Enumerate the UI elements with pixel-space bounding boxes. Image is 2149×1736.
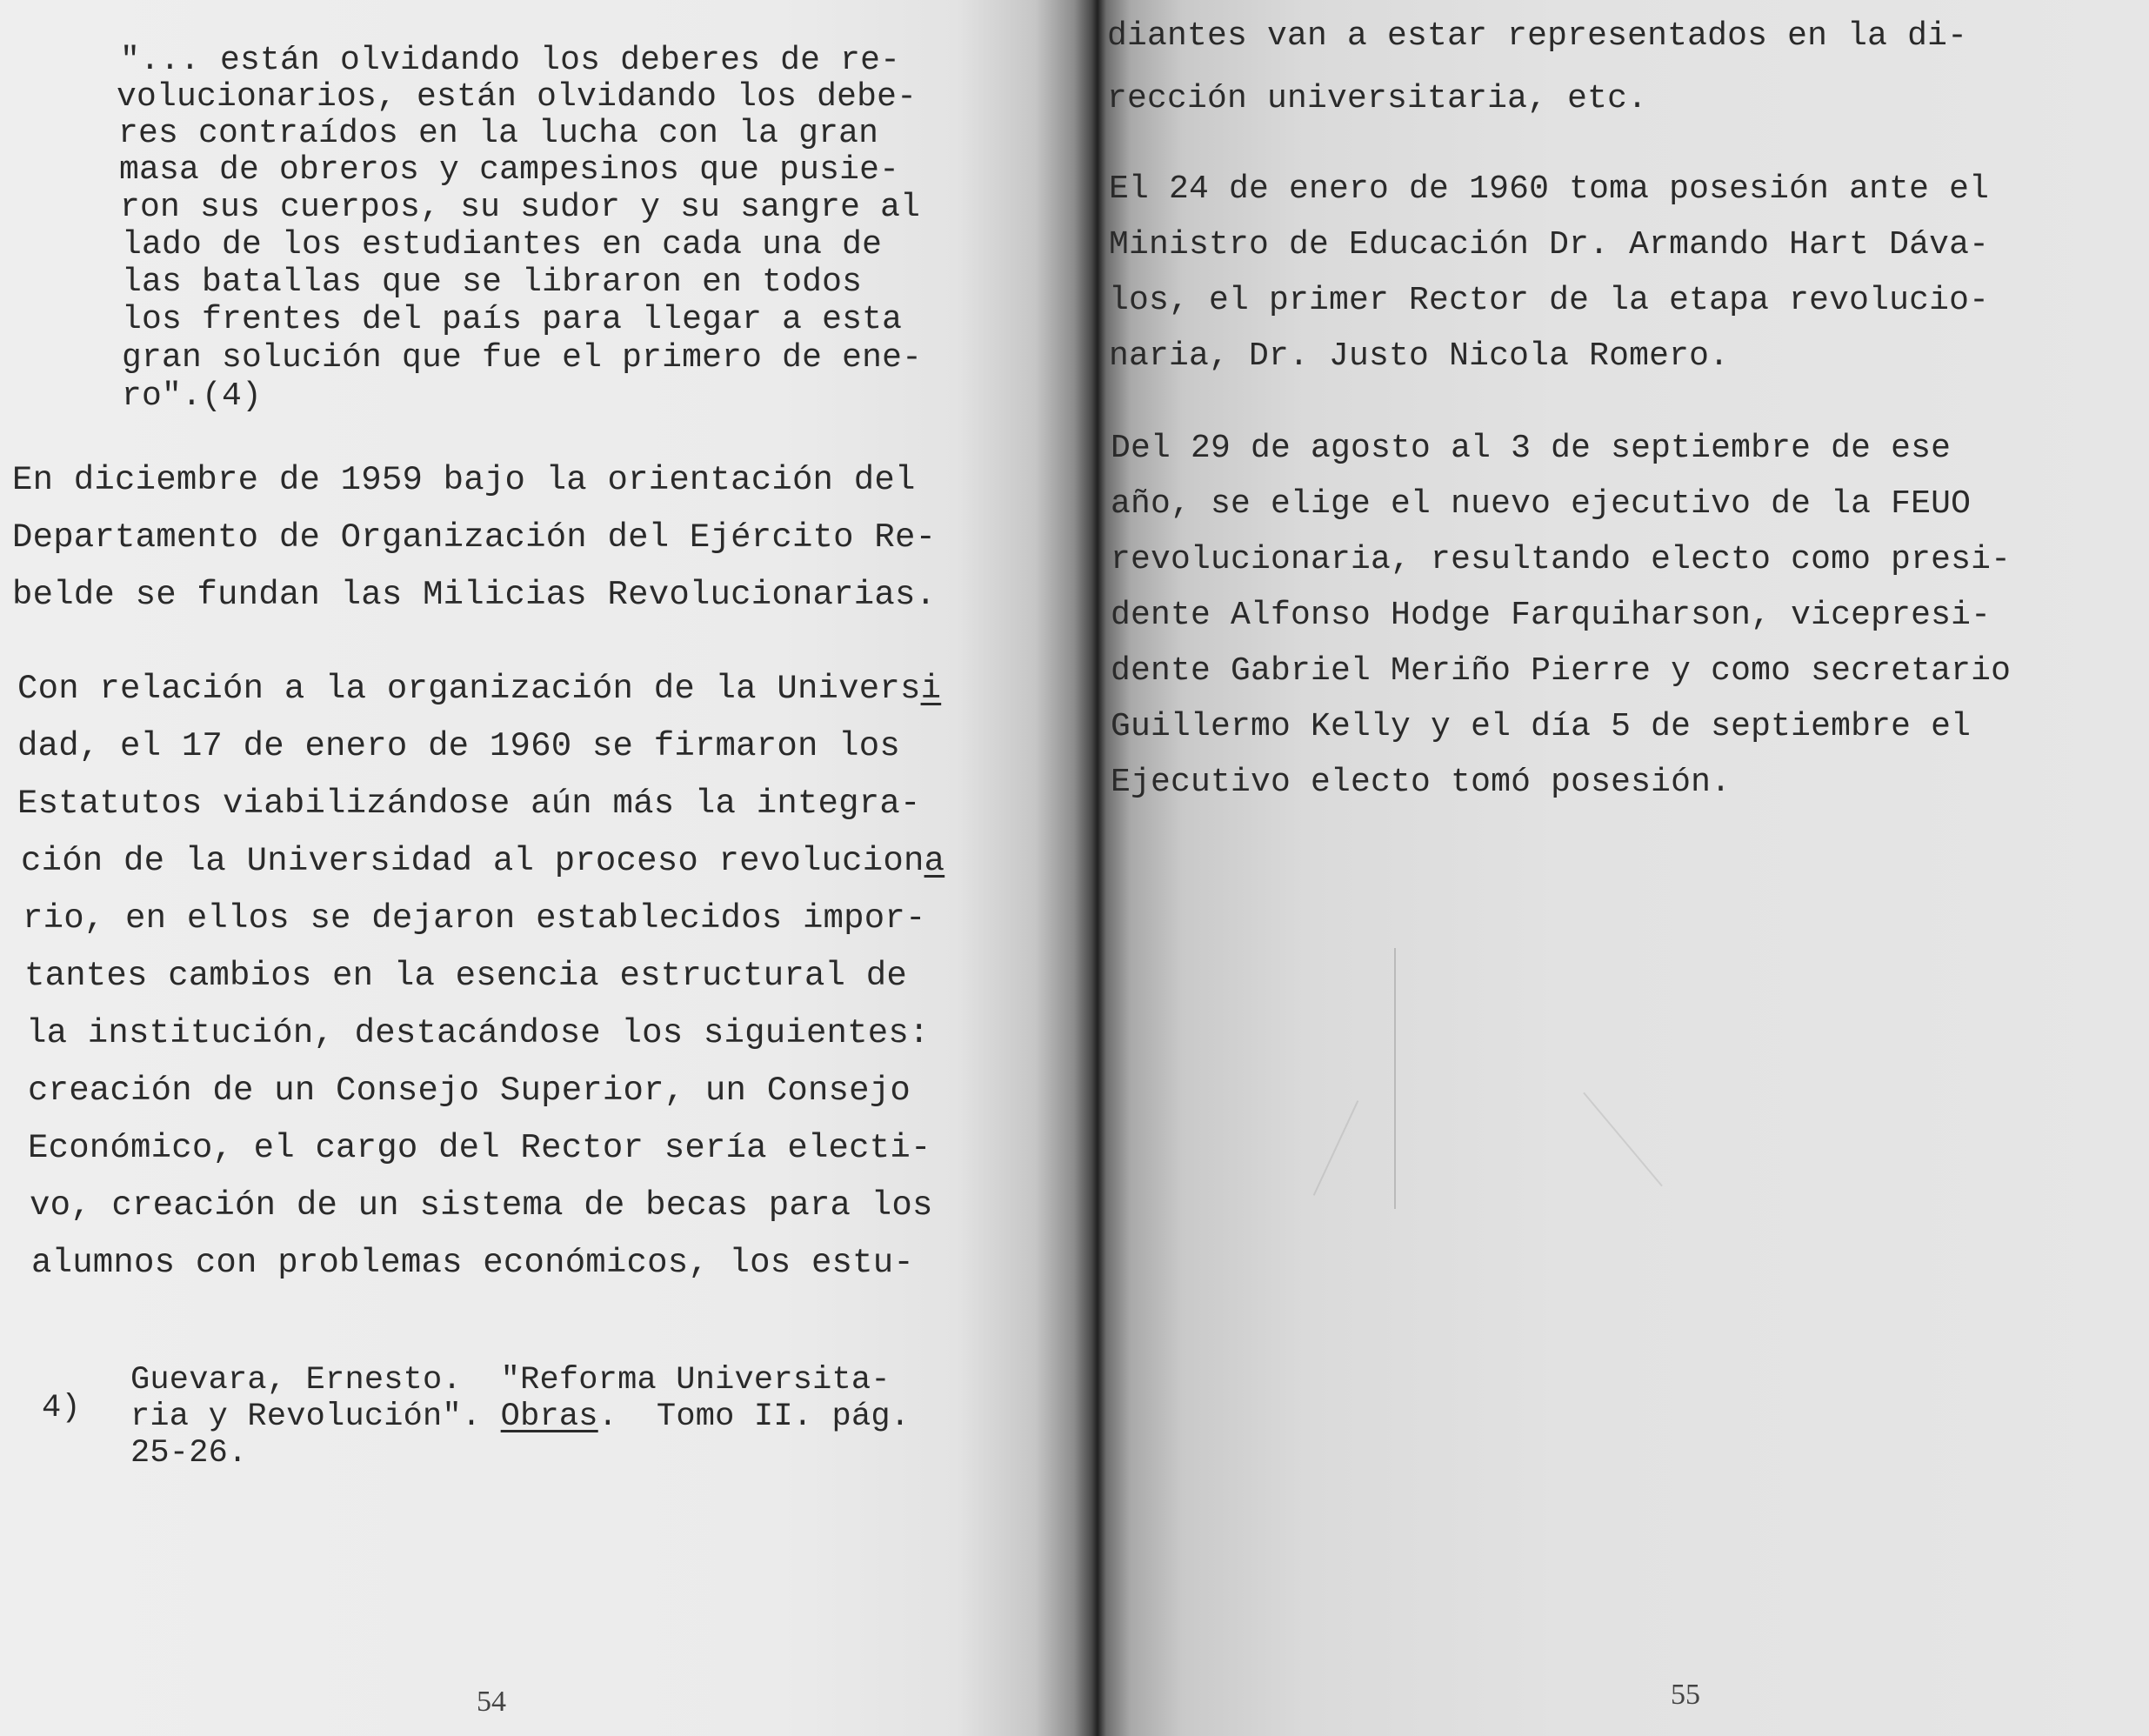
paragraph-line: tantes cambios en la esencia estructural de: [24, 957, 907, 995]
paragraph-line: creación de un Consejo Superior, un Consejo: [28, 1072, 911, 1110]
paragraph-line: revolucionaria, resultando electo como presi-: [1111, 541, 2012, 578]
footnote-line: Guevara, Ernesto. "Reforma Universita-: [130, 1362, 891, 1399]
paragraph-line: alumnos con problemas económicos, los estu-: [31, 1244, 914, 1282]
quote-line: "... están olvidando los deberes de re-: [120, 42, 901, 79]
paragraph-line: Guillermo Kelly y el día 5 de septiembre el: [1111, 708, 1972, 745]
paragraph-line: Con relación a la organización de la Universi: [17, 670, 942, 708]
paragraph-line: ción de la Universidad al proceso revoluciona: [21, 842, 945, 880]
paragraph-line: los, el primer Rector de la etapa revolucio-: [1109, 282, 1990, 319]
footnote-title-obras: Obras: [500, 1399, 598, 1435]
paragraph-line: Estatutos viabilizándose aún más la integra-: [17, 785, 921, 823]
quote-line: las batallas que se libraron en todos: [122, 264, 863, 301]
paragraph-line: naria, Dr. Justo Nicola Romero.: [1109, 337, 1730, 375]
paragraph-line: El 24 de enero de 1960 toma posesión ante el: [1109, 170, 1990, 208]
quote-line: masa de obreros y campesinos que pusie-: [119, 151, 900, 189]
page-number-left: 54: [477, 1686, 506, 1718]
show-through-mark: [1313, 1100, 1359, 1196]
paragraph-line: dente Alfonso Hodge Farquiharson, vicepresi-: [1111, 597, 1992, 634]
page-number-right: 55: [1671, 1679, 1700, 1711]
right-page: [1100, 0, 2149, 1736]
paragraph-line: diantes van a estar representados en la di-: [1107, 17, 1968, 55]
paragraph-line: Económico, el cargo del Rector sería electi-: [28, 1129, 931, 1167]
quote-line: res contraídos en la lucha con la gran: [118, 115, 879, 152]
footnote-line: ria y Revolución". Obras. Tomo II. pág.: [130, 1399, 911, 1435]
quote-line: ron sus cuerpos, su sudor y su sangre al: [120, 189, 921, 226]
quote-line: lado de los estudiantes en cada una de: [122, 226, 883, 264]
quote-line: volucionarios, están olvidando los debe-: [117, 78, 918, 116]
paragraph-line: año, se elige el nuevo ejecutivo de la FEUO: [1111, 485, 1972, 523]
paragraph-line: Ejecutivo electo tomó posesión.: [1111, 764, 1732, 801]
quote-line: los frentes del país para llegar a esta: [122, 301, 903, 338]
footnote-number: 4): [42, 1390, 81, 1426]
paragraph-line: Departamento de Organización del Ejército Re-: [12, 518, 937, 557]
paragraph-line: Del 29 de agosto al 3 de septiembre de ese: [1111, 430, 1952, 467]
paragraph-line: Ministro de Educación Dr. Armando Hart Dáva-: [1109, 226, 1990, 264]
quote-line: gran solución que fue el primero de ene-: [122, 339, 923, 377]
paragraph-line: rio, en ellos se dejaron establecidos impor-: [23, 899, 926, 938]
paragraph-line: la institución, destacándose los siguientes:: [26, 1014, 930, 1052]
paragraph-line: vo, creación de un sistema de becas para los: [30, 1186, 933, 1225]
paragraph-line: belde se fundan las Milicias Revolucionarias.: [12, 576, 937, 614]
footnote-line: 25-26.: [130, 1435, 248, 1472]
paragraph-line: dente Gabriel Meriño Pierre y como secretario: [1111, 652, 2012, 690]
paragraph-line: rección universitaria, etc.: [1107, 80, 1648, 117]
show-through-mark: [1583, 1092, 1663, 1187]
show-through-mark: [1394, 948, 1396, 1209]
paragraph-line: En diciembre de 1959 bajo la orientación del: [12, 461, 916, 499]
paragraph-line: dad, el 17 de enero de 1960 se firmaron los: [17, 727, 900, 765]
left-page: [0, 0, 1074, 1736]
quote-line: ro".(4): [122, 377, 263, 415]
